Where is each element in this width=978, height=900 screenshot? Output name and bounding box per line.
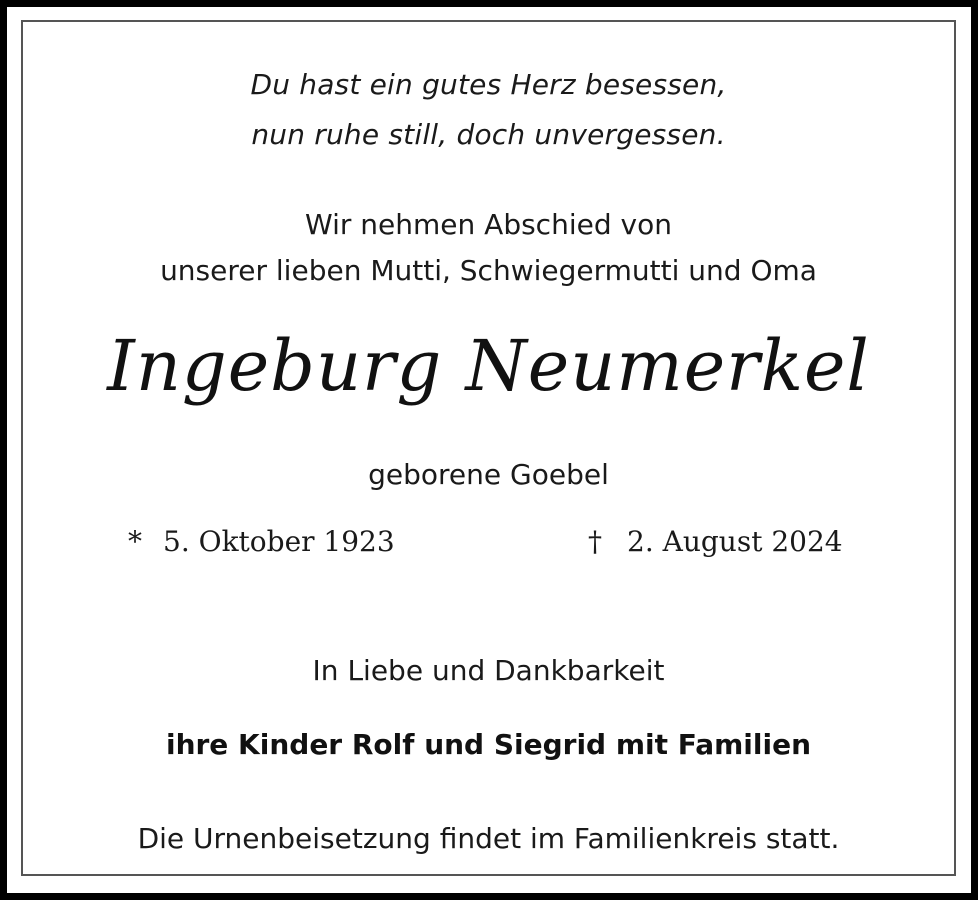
death-symbol: † bbox=[588, 525, 602, 558]
deceased-name: Ingeburg Neumerkel bbox=[107, 325, 870, 407]
notice-frame bbox=[21, 20, 956, 876]
birth-date: 5. Oktober 1923 bbox=[163, 525, 395, 558]
birth-symbol: * bbox=[128, 525, 142, 558]
intro-line-2: unserer lieben Mutti, Schwiegermutti und Oma bbox=[160, 254, 817, 287]
verse-line-1: Du hast ein gutes Herz besessen, bbox=[250, 68, 727, 101]
burial-note: Die Urnenbeisetzung findet im Familienkreis statt. bbox=[137, 822, 840, 855]
obituary-notice bbox=[7, 7, 971, 893]
death-date: 2. August 2024 bbox=[627, 525, 843, 558]
closing-phrase: In Liebe und Dankbarkeit bbox=[312, 654, 665, 687]
birth-name: geborene Goebel bbox=[368, 458, 609, 491]
verse-line-2: nun ruhe still, doch unvergessen. bbox=[251, 118, 726, 151]
mourners: ihre Kinder Rolf und Siegrid mit Familien bbox=[165, 728, 812, 761]
intro-line-1: Wir nehmen Abschied von bbox=[305, 208, 672, 241]
